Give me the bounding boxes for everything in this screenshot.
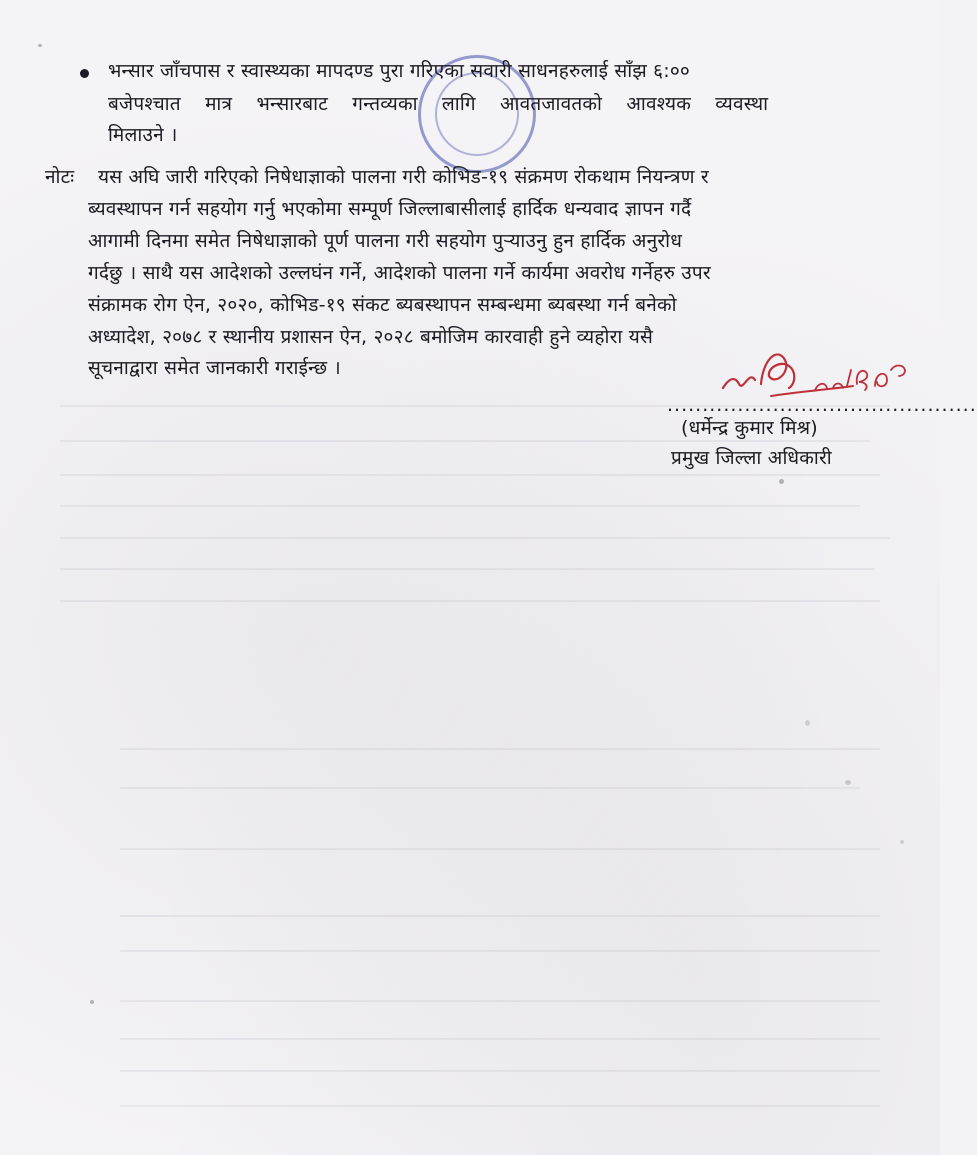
bleed-through-line (60, 600, 880, 602)
officer-title: प्रमुख जिल्ला अधिकारी (671, 447, 832, 469)
note-line-4: गर्दछु । साथै यस आदेशको उल्लघंन गर्ने, आदेशको पालना गर्ने कार्यमा अवरोध गर्नेहरु उपर (88, 262, 711, 284)
bleed-through-line (120, 848, 880, 850)
paper-speck (900, 840, 904, 844)
bullet-item-line-3: मिलाउने । (108, 124, 178, 146)
paper-speck (90, 1000, 94, 1004)
bleed-through-line (60, 474, 880, 476)
bleed-through-line (120, 1038, 880, 1040)
bleed-through-line (60, 568, 875, 570)
bleed-through-line (120, 1105, 880, 1107)
paper-speck (805, 720, 810, 726)
note-line-5: संक्रामक रोग ऐन, २०२०, कोभिड-१९ संकट ब्यबस्थापन सम्बन्धमा ब्यबस्था गर्न बनेको (88, 294, 677, 316)
paper-speck (845, 780, 851, 785)
officer-name: (धर्मेन्द्र कुमार मिश्र) (681, 417, 818, 439)
bleed-through-line (60, 505, 860, 507)
bullet-icon (80, 69, 89, 78)
paper-speck (779, 479, 784, 484)
signature-dotted-line: ............................................ (667, 394, 977, 416)
bleed-through-line (120, 1000, 880, 1002)
bleed-through-line (120, 787, 860, 789)
bullet-item-line-2: बजेपश्चात मात्र भन्सारबाट गन्तव्यका लागि आवतजावतको आवश्यक व्यवस्था (108, 93, 769, 115)
bullet-item-text: भन्सार जाँचपास र स्वास्थ्यका मापदण्ड पुरा गरिएका सवारी साधनहरुलाई साँझ ६:०० (108, 60, 690, 82)
paper-speck (38, 44, 42, 47)
bleed-through-line (60, 537, 890, 539)
bleed-through-line (120, 748, 880, 750)
note-line-1: यस अघि जारी गरिएको निषेधाज्ञाको पालना गरी कोभिड-१९ संक्रमण रोकथाम नियन्त्रण र (98, 166, 709, 188)
bleed-through-line (120, 950, 880, 952)
note-label: नोटः (45, 166, 75, 188)
bleed-through-line (120, 915, 880, 917)
bullet-item-line-1 (108, 58, 904, 84)
note-line-6: अध्यादेश, २०७८ र स्थानीय प्रशासन ऐन, २०२८ बमोजिम कारवाही हुने व्यहोरा यसै (88, 326, 653, 348)
note-line-2: ब्यवस्थापन गर्न सहयोग गर्नु भएकोमा सम्पूर्ण जिल्लाबासीलाई हार्दिक धन्यवाद ज्ञापन गर्दै (88, 198, 692, 220)
note-line-3: आगामी दिनमा समेत निषेधाज्ञाको पूर्ण पालना गरी सहयोग पुऱ्याउनु हुन हार्दिक अनुरोध (88, 230, 683, 252)
note-line-7: सूचनाद्वारा समेत जानकारी गराईन्छ । (88, 357, 341, 379)
bleed-through-line (120, 1070, 880, 1072)
